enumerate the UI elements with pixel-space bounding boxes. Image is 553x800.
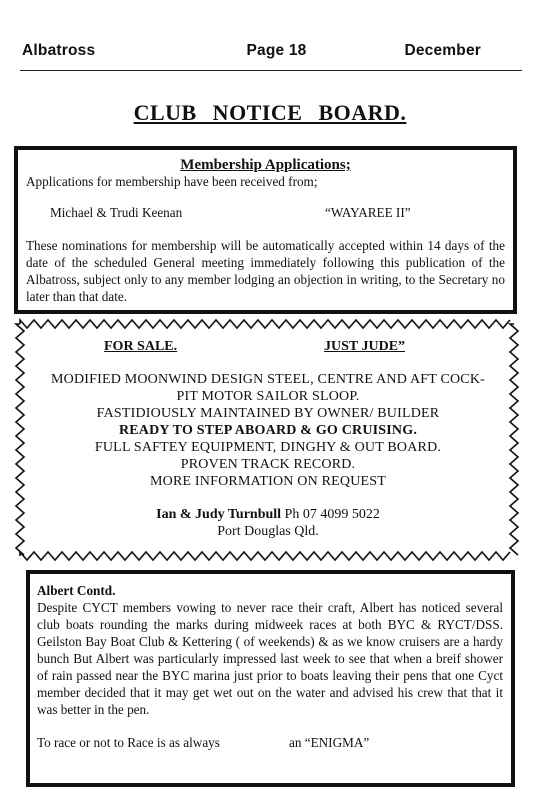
contact-line [22, 506, 514, 523]
membership-heading: Membership Applications; [180, 157, 351, 173]
for-sale-header [22, 338, 514, 355]
applicant-boat: “WAYAREE II” [325, 205, 411, 220]
albert-heading: Albert Contd. [37, 583, 116, 598]
for-sale-label: FOR SALE. [104, 339, 178, 354]
sale-line: PIT MOTOR SAILOR SLOOP. [176, 389, 360, 404]
membership-box [14, 146, 517, 314]
applicant-row [50, 204, 505, 221]
contact-phone: Ph 07 4099 5022 [281, 507, 380, 522]
contact-name: Ian & Judy Turnbull [156, 507, 282, 522]
applicant-names: Michael & Trudi Keenan [50, 205, 183, 220]
sale-line: MORE INFORMATION ON REQUEST [149, 474, 387, 489]
header-month: December [404, 42, 481, 59]
sale-line: READY TO STEP ABOARD & GO CRUISING. [118, 423, 418, 438]
header-page-number: Page 18 [246, 42, 307, 59]
sale-line: FASTIDIOUSLY MAINTAINED BY OWNER/ BUILDER [96, 406, 440, 421]
for-sale-notice [22, 338, 514, 540]
membership-body: These nominations for membership will be automatically accepted within 14 days of the date of the scheduled General meeting immediately following this publication of the Albatross, subject only to any member lodging an objection in writing, to the Secretary no later than that date. [26, 238, 505, 304]
albert-closing-right: an “ENIGMA” [289, 735, 370, 750]
contact-location: Port Douglas Qld. [217, 524, 319, 539]
membership-intro: Applications for membership have been received from; [26, 174, 318, 189]
boat-name: JUST JUDE” [324, 339, 406, 354]
sale-line: MODIFIED MOONWIND DESIGN STEEL, CENTRE AND AFT COCK- [50, 372, 486, 387]
albert-closing [37, 734, 503, 751]
sale-line: PROVEN TRACK RECORD. [180, 457, 356, 472]
albert-body: Despite CYCT members vowing to never race their craft, Albert has noticed several club boats rounding the marks during midweek races at both BYC & RYCT/DSS. Geilston Bay Boat Club & Kettering ( of weekends) & as we know cruisers are a hardy bunch But Albert was particularly impressed last week to see that when a breif shower of rain passed near the BYC marina just prior to boats leaving their pens that one Cyct member decided that it may get wet out on the water and advised his crew that that it was better in the pen. [37, 600, 503, 717]
albert-closing-left: To race or not to Race is as always [37, 735, 220, 750]
header-rule [20, 70, 522, 71]
page-title: CLUB NOTICE BOARD. [133, 100, 407, 125]
albert-box [26, 570, 515, 787]
sale-line: FULL SAFTEY EQUIPMENT, DINGHY & OUT BOARD. [94, 440, 442, 455]
header-publication: Albatross [22, 42, 96, 59]
